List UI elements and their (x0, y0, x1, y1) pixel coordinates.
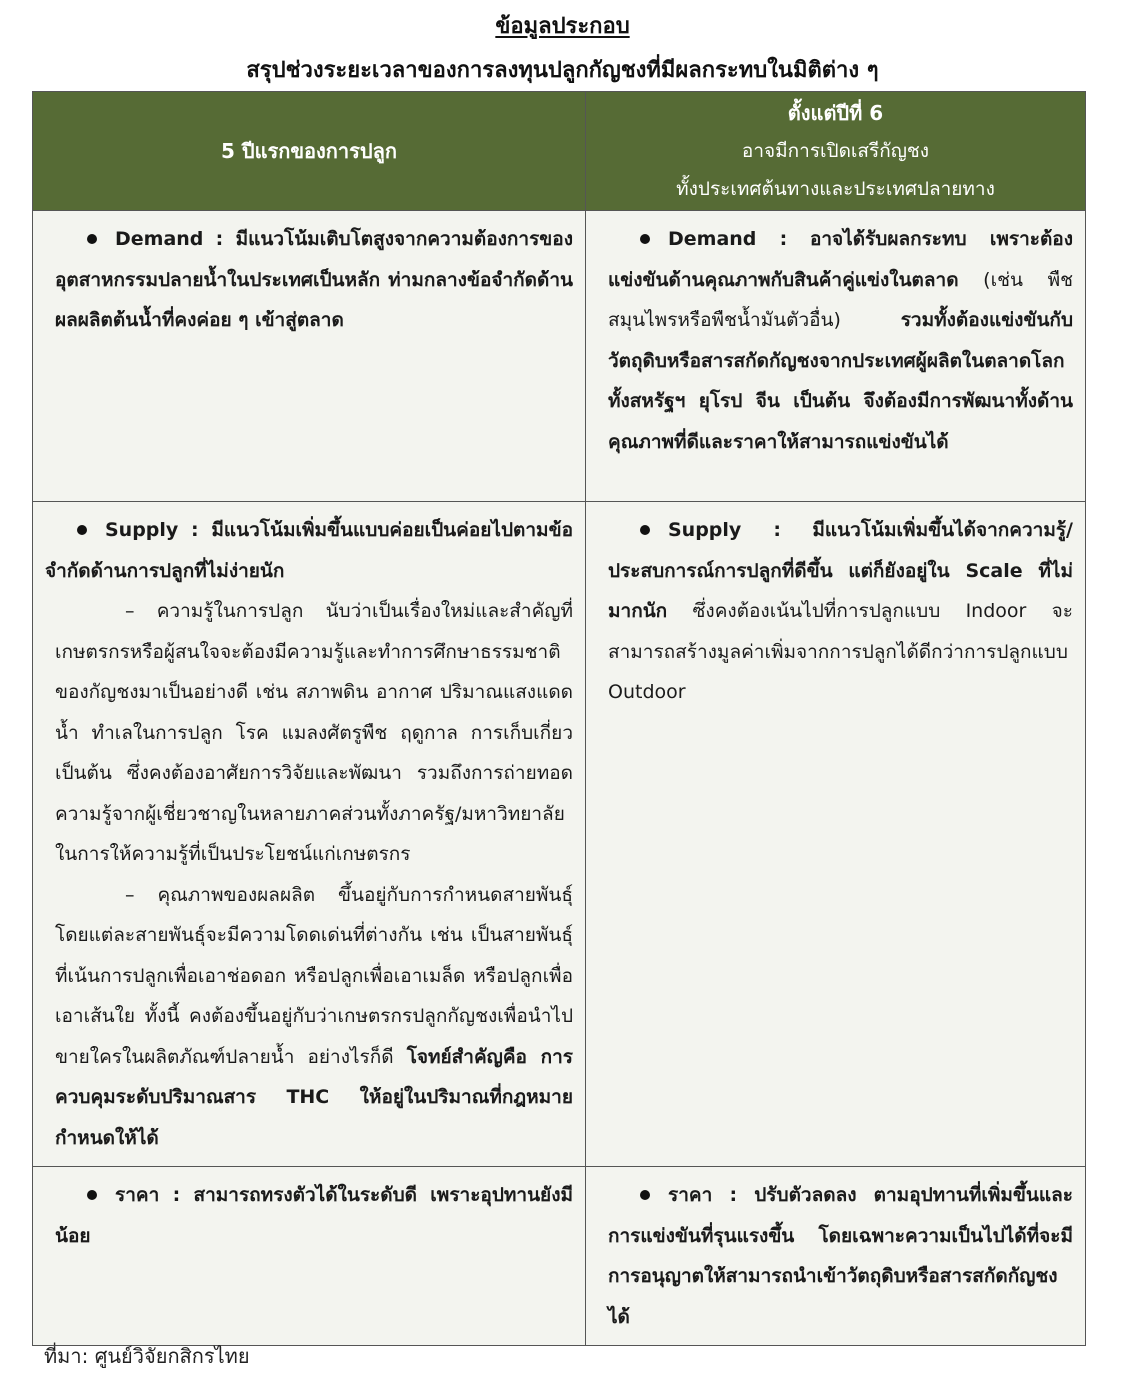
summary-table (32, 91, 1086, 1346)
cell-supply-left (33, 502, 586, 1167)
supply-label: Supply : (105, 519, 199, 541)
supply-quality-text: – คุณภาพของผลผลิต ขึ้นอยู่กับการกำหนดสายพันธุ์ โดยแต่ละสายพันธุ์จะมีความโดดเด่นที่ต่างกัน เช่น เป็นสายพันธุ์ที่เน้นการปลูกเพื่อเอาช่อดอก หรือปลูกเพื่อเอาเมล็ด หรือปลูกเพื่อเอาเส้นใย ทั้งนี้ คงต้องขึ้นอยู่กับว่าเกษตรกรปลูกกัญชงเพื่อนำไปขายใครในผลิตภัณฑ์ปลายน้ำ อย่างไรก็ดี (55, 883, 573, 1068)
supply-quality-paragraph (45, 875, 573, 1159)
source-note: ที่มา: ศูนย์วิจัยกสิกรไทย (44, 1344, 250, 1368)
demand-right-text-bold: อาจได้รับผลกระทบ เพราะต้องแข่งขันด้านคุณภาพกับสินค้าคู่แข่งในตลาด (608, 228, 1073, 291)
bullet-icon (640, 1190, 650, 1200)
supply-right-text: ซึ่งคงต้องเน้นไปที่การปลูกแบบ Indoor จะสามารถสร้างมูลค่าเพิ่มจากการปลูกได้ดีกว่าการปลูกแบบ Outdoor (608, 600, 1073, 703)
document-subtitle: สรุปช่วงระยะเวลาของการลงทุนปลูกกัญชงที่มีผลกระทบในมิติต่าง ๆ (246, 58, 879, 83)
header-first-5-years (33, 92, 586, 211)
bullet-icon (87, 234, 97, 244)
demand-right-text-bold-2: รวมทั้งต้องแข่งขันกับวัตถุดิบหรือสารสกัดกัญชงจากประเทศผู้ผลิตในตลาดโลกทั้งสหรัฐฯ ยุโรป จีน เป็นต้น จึงต้องมีการพัฒนาทั้งด้านคุณภาพที่ดีและราคาให้สามารถแข่งขันได้ (608, 309, 1073, 453)
bullet-icon (640, 234, 650, 244)
bullet-icon (640, 525, 650, 535)
supply-left-text: มีแนวโน้มเพิ่มขึ้นแบบค่อยเป็นค่อยไปตามข้อจำกัดด้านการปลูกที่ไม่ง่ายนัก (45, 519, 573, 582)
header-countries-label: ทั้งประเทศต้นทางและประเทศปลายทาง (676, 178, 995, 200)
document-title: ข้อมูลประกอบ (495, 14, 630, 39)
table-row-demand (33, 211, 1086, 502)
header-first-5-years-label: 5 ปีแรกของการปลูก (221, 139, 397, 163)
demand-left-text: มีแนวโน้มเติบโตสูงจากความต้องการของอุตสาหกรรมปลายน้ำในประเทศเป็นหลัก ท่ามกลางข้อจำกัดด้านผลผลิตต้นน้ำที่คงค่อย ๆ เข้าสู่ตลาด (55, 228, 573, 331)
cell-supply-right (586, 502, 1086, 1167)
price-right-text: ปรับตัวลดลง ตามอุปทานที่เพิ่มขึ้นและการแข่งขันที่รุนแรงขึ้น โดยเฉพาะความเป็นไปได้ที่จะมีการอนุญาตให้สามารถนำเข้าวัตถุดิบหรือสารสกัดกัญชงได้ (608, 1184, 1073, 1328)
table-row-price (33, 1167, 1086, 1346)
table-row-supply (33, 502, 1086, 1167)
header-year-6-onward (586, 92, 1086, 211)
supply-thc-key-point: โจทย์สำคัญคือ การควบคุมระดับปริมาณสาร THC ให้อยู่ในปริมาณที่กฎหมายกำหนดให้ได้ (55, 1045, 573, 1149)
table-header-row (33, 92, 1086, 211)
header-year-6-label: ตั้งแต่ปีที่ 6 (787, 101, 884, 125)
cell-demand-left (33, 211, 586, 502)
price-label: ราคา : (115, 1184, 181, 1206)
demand-right-text-example: (เช่น พืชสมุนไพรหรือพืชน้ำมันตัวอื่น) (608, 268, 1073, 331)
cell-price-left (33, 1167, 586, 1346)
supply-knowledge-paragraph: – ความรู้ในการปลูก นับว่าเป็นเรื่องใหม่และสำคัญที่เกษตรกรหรือผู้สนใจจะต้องมีความรู้และทำการศึกษาธรรมชาติของกัญชงมาเป็นอย่างดี เช่น สภาพดิน อากาศ ปริมาณแสงแดด น้ำ ทำเลในการปลูก โรค แมลงศัตรูพืช ฤดูกาล การเก็บเกี่ยว เป็นต้น ซึ่งคงต้องอาศัยการวิจัยและพัฒนา รวมถึงการถ่ายทอดความรู้จากผู้เชี่ยวชาญในหลายภาคส่วนทั้งภาครัฐ/มหาวิทยาลัยในการให้ความรู้ที่เป็นประโยชน์แก่เกษตรกร (55, 600, 573, 865)
demand-label: Demand : (115, 228, 224, 250)
bullet-icon (87, 1190, 97, 1200)
price-label: ราคา : (668, 1184, 738, 1206)
header-liberalization-label: อาจมีการเปิดเสรีกัญชง (741, 140, 930, 162)
bullet-icon (77, 525, 87, 535)
cell-demand-right (586, 211, 1086, 502)
price-left-text: สามารถทรงตัวได้ในระดับดี เพราะอุปทานยังมีน้อย (55, 1184, 573, 1247)
cell-price-right (586, 1167, 1086, 1346)
demand-label: Demand : (668, 228, 788, 250)
supply-label: Supply : (668, 519, 781, 541)
supply-right-text-bold: มีแนวโน้มเพิ่มขึ้นได้จากความรู้/ประสบการณ์การปลูกที่ดีขึ้น แต่ก็ยังอยู่ใน Scale ที่ไม่มากนัก (608, 519, 1073, 622)
